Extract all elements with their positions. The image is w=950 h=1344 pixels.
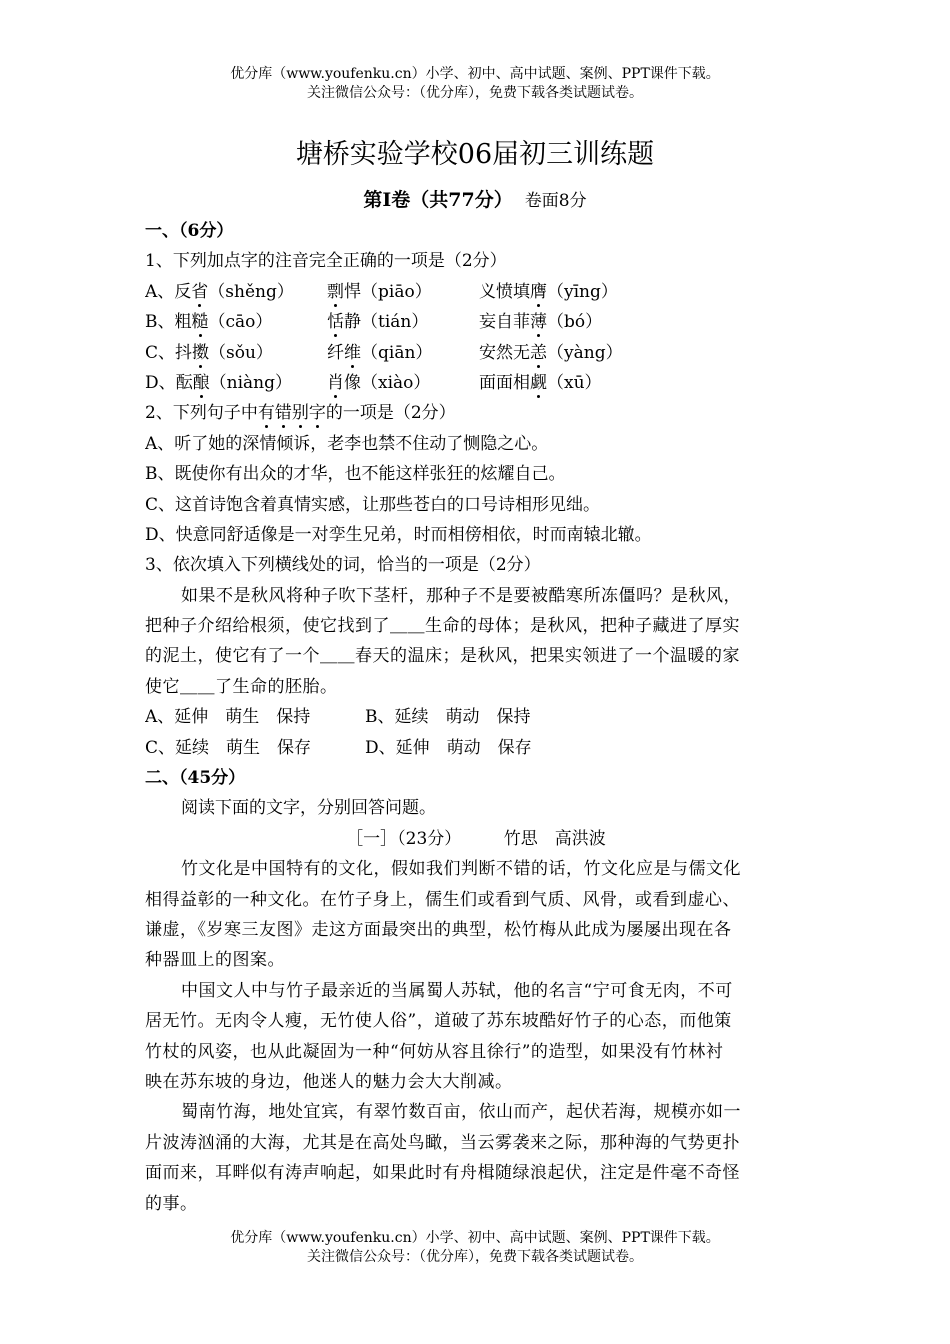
paragraph-line: 面而来，耳畔似有涛声响起，如果此时有舟楫随绿浪起伏，注定是件毫不奇怪 <box>145 1163 740 1184</box>
q2-option-a: A、听了她的深情倾诉，老李也禁不住动了恻隐之心。 <box>145 433 549 454</box>
q1-option-d: D、酝酿（niàng） 肖像（xiào） 面面相觑（xū） <box>145 372 602 393</box>
dotted-char: 糙 <box>191 312 209 333</box>
question-1-stem: 1、下列加点字的注音完全正确的一项是（2分） <box>145 251 507 272</box>
dotted-char: 薄 <box>530 312 547 333</box>
paragraph-line: 蜀南竹海，地处宜宾，有翠竹数百亩，依山而产，起伏若海，规模亦如一 <box>181 1102 741 1123</box>
q3-options-row-1 <box>145 702 807 732</box>
q3-option-a: A、延伸 萌生 保持 <box>145 707 311 728</box>
q2-option-b: B、既使你有出众的才华，也不能这样张狂的炫耀自己。 <box>145 464 566 485</box>
q1-option-c: C、抖擞（sǒu） 纤维（qiān） 安然无恙（yàng） <box>145 342 623 363</box>
q1-option-b: B、粗糙（cāo） 恬静（tián） 妄自菲薄（bó） <box>145 312 603 333</box>
section-2-heading: 二、（45分） <box>145 768 246 789</box>
exam-body <box>145 216 807 1219</box>
paragraph-line: 竹杖的风姿，也从此凝固为一种“何妨从容且徐行”的造型，如果没有竹林衬 <box>145 1041 724 1062</box>
passage-line: 如果不是秋风将种子吹下茎杆，那种子不是要被酷寒所冻僵吗？是秋风， <box>181 585 741 606</box>
dotted-char: 错 <box>274 403 292 424</box>
question-2-stem: 2、下列句子中有错别字的一项是（2分） <box>145 403 456 424</box>
dotted-char: 维 <box>344 342 361 363</box>
q2-option-d: D、快意同舒适像是一对孪生兄弟，时而相傍相依，时而南辕北辙。 <box>145 524 652 545</box>
header-line-2: 关注微信公众号：（优分库），免费下载各类试题试卷。 <box>307 85 643 101</box>
paragraph-line: 谦虚，《岁寒三友图》走这方面最突出的典型，松竹梅从此成为屡屡出现在各 <box>145 919 732 940</box>
passage-line: 使它＿＿了生命的胚胎。 <box>145 676 338 697</box>
dotted-char: 膺 <box>530 281 547 302</box>
passage-line: 把种子介绍给根须，使它找到了＿＿生命的母体；是秋风，把种子藏进了厚实 <box>145 616 740 637</box>
paragraph-line: 种器皿上的图案。 <box>145 950 285 971</box>
page-title: 塘桥实验学校06届初三训练题 <box>295 139 655 170</box>
dotted-char: 肖 <box>327 372 344 393</box>
reading-paragraph-1 <box>145 854 807 976</box>
dotted-emphasis <box>258 403 326 423</box>
reading-part-title: ［一］（23分） 竹思 高洪波 <box>346 828 606 849</box>
q3-option-d: D、延伸 萌动 保存 <box>365 737 532 758</box>
q1-option-a: A、反省（shěng） 剽悍（piāo） 义愤填膺（yīng） <box>145 281 618 302</box>
dotted-char: 恙 <box>530 342 547 363</box>
subtitle-extra: 卷面8分 <box>524 191 587 211</box>
paragraph-line: 居无竹。无肉令人瘦，无竹使人俗”，道破了苏东坡酷好竹子的心态，而他策 <box>145 1011 732 1032</box>
page-subtitle <box>0 187 950 214</box>
paragraph-line: 竹文化是中国特有的文化，假如我们判断不错的话，竹文化应是与儒文化 <box>181 859 741 880</box>
dotted-char: 别 <box>291 403 309 424</box>
section-2-intro: 阅读下面的文字，分别回答问题。 <box>181 798 436 819</box>
section-1-heading: 一、（6分） <box>145 221 234 241</box>
dotted-char: 省 <box>191 281 209 302</box>
dotted-char: 觑 <box>530 372 547 393</box>
q3-option-c: C、延续 萌生 保存 <box>145 737 312 758</box>
question-3-stem: 3、依次填入下列横线处的词，恰当的一项是（2分） <box>145 555 541 576</box>
dotted-char: 剽 <box>327 281 344 302</box>
footer-line-2: 关注微信公众号：（优分库），免费下载各类试题试卷。 <box>307 1249 643 1265</box>
q2-option-c: C、这首诗饱含着真情实感，让那些苍白的口号诗相形见绌。 <box>145 494 601 515</box>
dotted-char: 有 <box>257 403 275 424</box>
paragraph-line: 的事。 <box>145 1193 198 1214</box>
subtitle-main: 第Ⅰ卷（共77分） <box>363 189 513 211</box>
dotted-char: 恬 <box>327 312 344 333</box>
q3-passage <box>145 581 807 703</box>
q3-options-row-2 <box>145 733 807 763</box>
paragraph-line: 映在苏东坡的身边，他迷人的魅力会大大削减。 <box>145 1071 513 1092</box>
header-line-1: 优分库（www.youfenku.cn）小学、初中、高中试题、案例、PPT课件下载。 <box>230 66 720 82</box>
dotted-char: 酿 <box>192 372 210 393</box>
paragraph-line: 片波涛汹涌的大海，尤其是在高处鸟瞰，当云雾袭来之际，那种海的气势更扑 <box>145 1132 740 1153</box>
reading-paragraph-2 <box>145 976 807 1098</box>
paragraph-line: 相得益彰的一种文化。在竹子身上，儒生们或看到气质、风骨，或看到虚心、 <box>145 889 740 910</box>
reading-paragraph-3 <box>145 1097 807 1219</box>
passage-line: 的泥土，使它有了一个＿＿春天的温床；是秋风，把果实领进了一个温暖的家 <box>145 646 740 667</box>
dotted-char: 字 <box>308 403 326 424</box>
dotted-char: 擞 <box>192 342 210 363</box>
footer-line-1: 优分库（www.youfenku.cn）小学、初中、高中试题、案例、PPT课件下载。 <box>230 1230 720 1246</box>
q3-option-b: B、延续 萌动 保持 <box>365 707 531 728</box>
paragraph-line: 中国文人中与竹子最亲近的当属蜀人苏轼，他的名言“宁可食无肉，不可 <box>181 980 733 1001</box>
